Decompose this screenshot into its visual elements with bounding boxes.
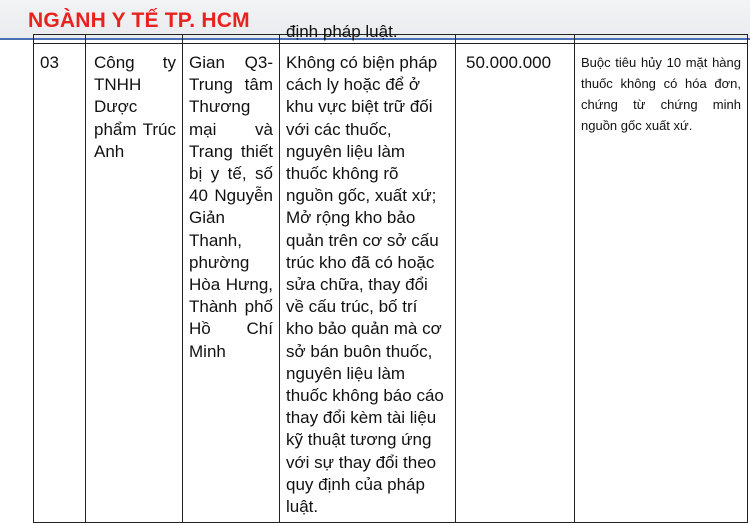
site-title: NGÀNH Y TẾ TP. HCM <box>28 9 250 32</box>
company-address: Gian Q3-Trung tâm Thương mại và Trang thiết bị y tế, số 40 Nguyễn Giản Thanh, phường Hòa Hưng, Thành phố Hồ Chí Minh <box>189 53 273 361</box>
violation-description: Không có biện pháp cách ly hoặc để ở khu vực biệt trữ đối với các thuốc, nguyên liệu làm thuốc không rõ nguồn gốc, xuất xứ; Mở rộng kho bảo quản trên cơ sở cấu trúc kho đã có hoặc sửa chữa, thay đổi về cấu trúc, bố trí kho bảo quản mà cơ sở bán buôn thuốc, nguyên liệu làm thuốc không báo cáo thay đổi kèm tài liệu kỹ thuật tương ứng với sự thay đổi theo quy định của pháp luật. <box>286 53 444 517</box>
company-name: Công ty TNHH Dược phẩm Trúc Anh <box>94 53 176 161</box>
violations-table <box>33 22 748 523</box>
row-number: 03 <box>40 53 59 72</box>
previous-row-text: định pháp luật. <box>286 22 398 41</box>
table-row-previous <box>34 35 748 44</box>
document-area <box>0 22 750 517</box>
fine-amount: 50.000.000 <box>466 53 552 72</box>
table-row <box>34 44 748 523</box>
remedial-measure: Buộc tiêu hủy 10 mặt hàng thuốc không có hóa đơn, chứng từ chứng minh nguồn gốc xuất xứ. <box>581 55 741 133</box>
